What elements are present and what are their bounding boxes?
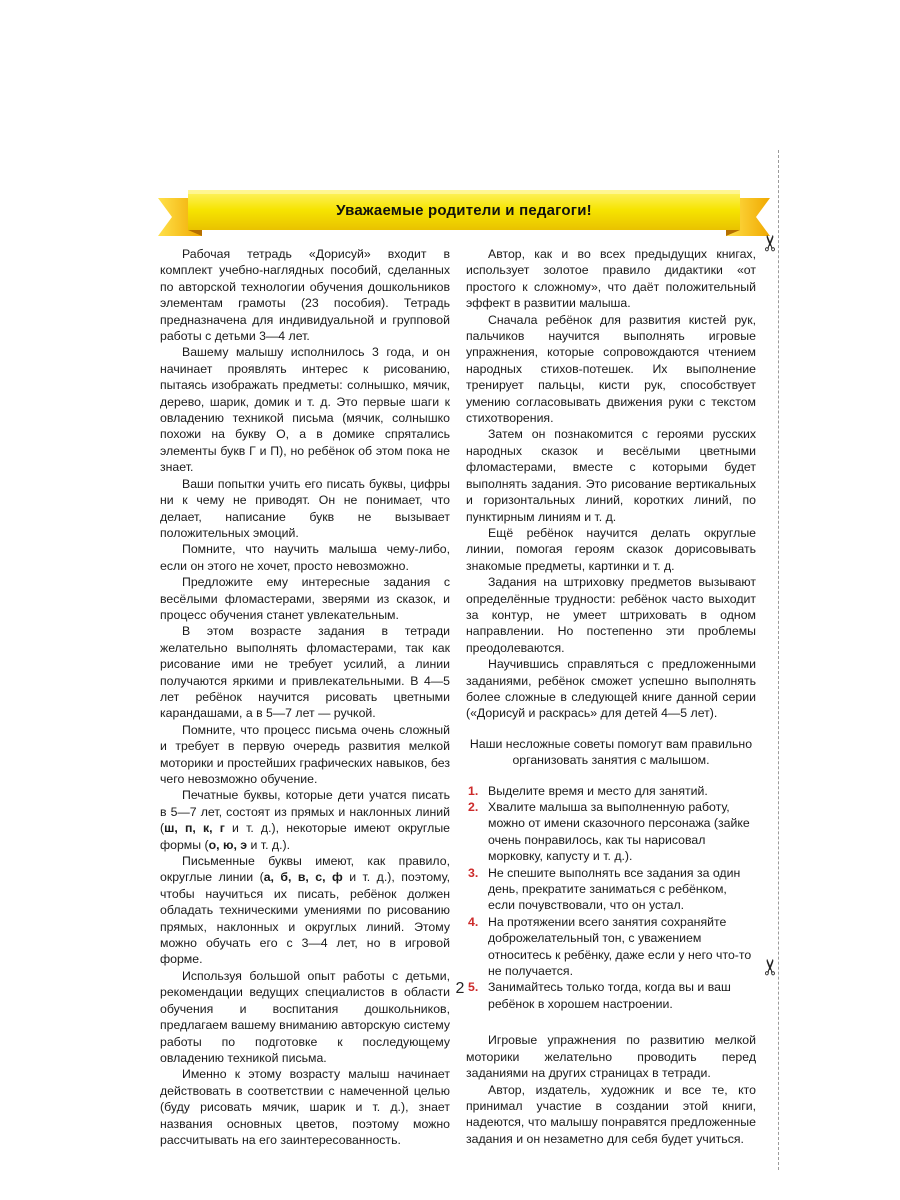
paragraph: Используя большой опыт работы с детьми, рекомендации ведущих специалистов в области обучения и воспитания дошкольников, предлагаем вашему вниманию авторскую систему работы по подготовке к последующему овладению техникой письма. xyxy=(160,968,450,1065)
paragraph: Ваши попытки учить его писать буквы, цифры ни к чему не приводят. Он не понимает, что делает, написание букв не вызывает положительных эмоций. xyxy=(160,476,450,540)
list-number: 4. xyxy=(468,914,479,929)
paragraph: Автор, издатель, художник и все те, кто принимал участие в создании этой книги, надеются, что малышу понравятся предложенные задания и он незаметно для себя будет учиться. xyxy=(466,1082,756,1146)
paragraph-print-letters xyxy=(160,787,450,853)
paragraph: Помните, что научить малыша чему-либо, если он этого не хочет, просто невозможно. xyxy=(160,542,450,573)
paragraph: Предложите ему интересные задания с весёлыми фломастерами, зверями из сказок, и процесс обучения станет увлекательным. xyxy=(160,575,450,622)
paragraph: Задания на штриховку предметов вызывают определённые трудности: ребёнок часто выходит за контур, не умеет штриховать в одном направлении. Но постепенно эти проблемы преодолеваются. xyxy=(466,575,756,655)
paragraph: Помните, что процесс письма очень сложный и требует в первую очередь развития мелкой моторики и простейших графических навыков, без чего невозможно обучение. xyxy=(160,722,450,786)
text-run: Печатные буквы, которые дети учатся писать в 5—7 лет, состоят из прямых и наклонных линий ( xyxy=(160,788,450,836)
list-text: Не спешите выполнять все задания за один день, прекратите заниматься с ребёнком, если почувствовали, что он устал. xyxy=(488,865,741,913)
list-item xyxy=(466,783,756,799)
text-run: и т. д.), некоторые имеют округлые формы ( xyxy=(160,821,450,852)
page-title: Уважаемые родители и педагоги! xyxy=(336,202,592,219)
paragraph-cursive-letters xyxy=(160,853,450,968)
text-run: Письменные буквы имеют, как правило, округлые линии ( xyxy=(160,854,450,885)
list-text: На протяжении всего занятия сохраняйте доброжелательный тон, с уважением относитесь к ребёнку, даже если у него что-то не получается. xyxy=(488,914,752,979)
list-text: Хвалите малыша за выполненную работу, можно от имени сказочного персонажа (зайке очень понравилось, как ты нарисовал морковку, капусту и т. д.). xyxy=(488,800,750,864)
paragraph: Автор, как и во всех предыдущих книгах, использует золотое правило дидактики «от простого к сложному», что даёт положительный эффект в развитии малыша. xyxy=(466,247,756,311)
scissors-icon: ✂ xyxy=(758,233,784,253)
paragraph: Вашему малышу исполнилось 3 года, и он начинает проявлять интерес к рисованию, пытаясь изображать предметы: солнышко, мячик, дерево, шарик, домик и т. д. Это первые шаги к овладению техникой письма (мячик, солнышко похожи на букву О, а в домике спрятались элементы букв Г и П), но ребёнок об этом пока не знает. xyxy=(160,345,450,475)
scissors-icon: ✂ xyxy=(758,957,784,977)
advice-list xyxy=(466,783,756,1013)
right-column xyxy=(466,246,756,1147)
paragraph: Именно к этому возрасту малыш начинает действовать в соответствии с намеченной целью (буду рисовать мячик, шарик и т. д.), знает названия основных цветов, поэтому можно рассчитывать на его заинтересованность. xyxy=(160,1067,450,1147)
letter-examples: а, б, в, с, ф xyxy=(263,870,343,885)
list-number: 2. xyxy=(468,800,479,814)
list-number: 3. xyxy=(468,865,479,880)
list-item xyxy=(466,799,756,865)
list-text: Занимайтесь только тогда, когда вы и ваш ребёнок в хорошем настроении. xyxy=(488,980,731,1011)
list-number: 5. xyxy=(468,980,479,995)
paragraph: Рабочая тетрадь «Дорисуй» входит в комплект учебно-наглядных пособий, сделанных по авторской технологии обучения дошкольников элементам грамоты (23 пособия). Тетрадь предназначена для индивидуальной и групповой работы с детьми 3—4 лет. xyxy=(160,247,450,344)
letter-examples: о, ю, э xyxy=(208,837,248,852)
left-column xyxy=(160,246,450,1148)
list-item xyxy=(466,914,756,980)
page-number: 2 xyxy=(455,980,465,997)
letter-examples: ш, п, к, г xyxy=(164,821,225,836)
title-banner xyxy=(158,184,770,242)
list-number: 1. xyxy=(468,783,479,798)
text-run: и т. д.). xyxy=(247,837,291,852)
paragraph: Сначала ребёнок для развития кистей рук, пальчиков научится выполнять игровые упражнения, которые сопровождаются чтением народных стихов-потешек. Их выполнение тренирует пальцы, кисти рук, способствует умению согласовывать движения руки с текстом стихотворения. xyxy=(466,312,756,426)
paragraph: Научившись справляться с предложенными заданиями, ребёнок сможет успешно выполнять более сложные в следующей книге данной серии («Дорисуй и раскрась» для детей 4—5 лет). xyxy=(466,657,756,721)
paragraph: Ещё ребёнок научится делать округлые линии, помогая героям сказок дорисовывать знакомые предметы, картинки и т. д. xyxy=(466,525,756,573)
paragraph: Игровые упражнения по развитию мелкой моторики желательно проводить перед заданиями на других страницах в тетради. xyxy=(466,1033,756,1081)
paragraph: Затем он познакомится с героями русских народных сказок и весёлыми цветными фломастерами, вместе с которыми будет выполнять задания. Это рисование вертикальных и горизонтальных линий, коротких линий, по пунктирным линиям и т. д. xyxy=(466,427,756,524)
text-run: и т. д.), поэтому, чтобы научиться их писать, ребёнок должен обладать техническими умениями по рисованию прямых, наклонных и округлых линий. Этому можно обучать его с 3—4 лет, но в игровой форме. xyxy=(160,870,450,967)
advice-intro: Наши несложные советы помогут вам правильно организовать занятия с малышом. xyxy=(469,736,753,768)
cut-line xyxy=(778,150,779,1170)
list-item xyxy=(466,979,756,1012)
list-text: Выделите время и место для занятий. xyxy=(488,783,708,798)
paragraph: В этом возрасте задания в тетради желательно выполнять фломастерами, так как рисование ими не требует усилий, а линии получаются яркими и привлекательными. В 4—5 лет ребёнок научится рисовать цветными карандашами, а в 5—7 лет — ручкой. xyxy=(160,624,450,721)
list-item xyxy=(466,865,756,914)
